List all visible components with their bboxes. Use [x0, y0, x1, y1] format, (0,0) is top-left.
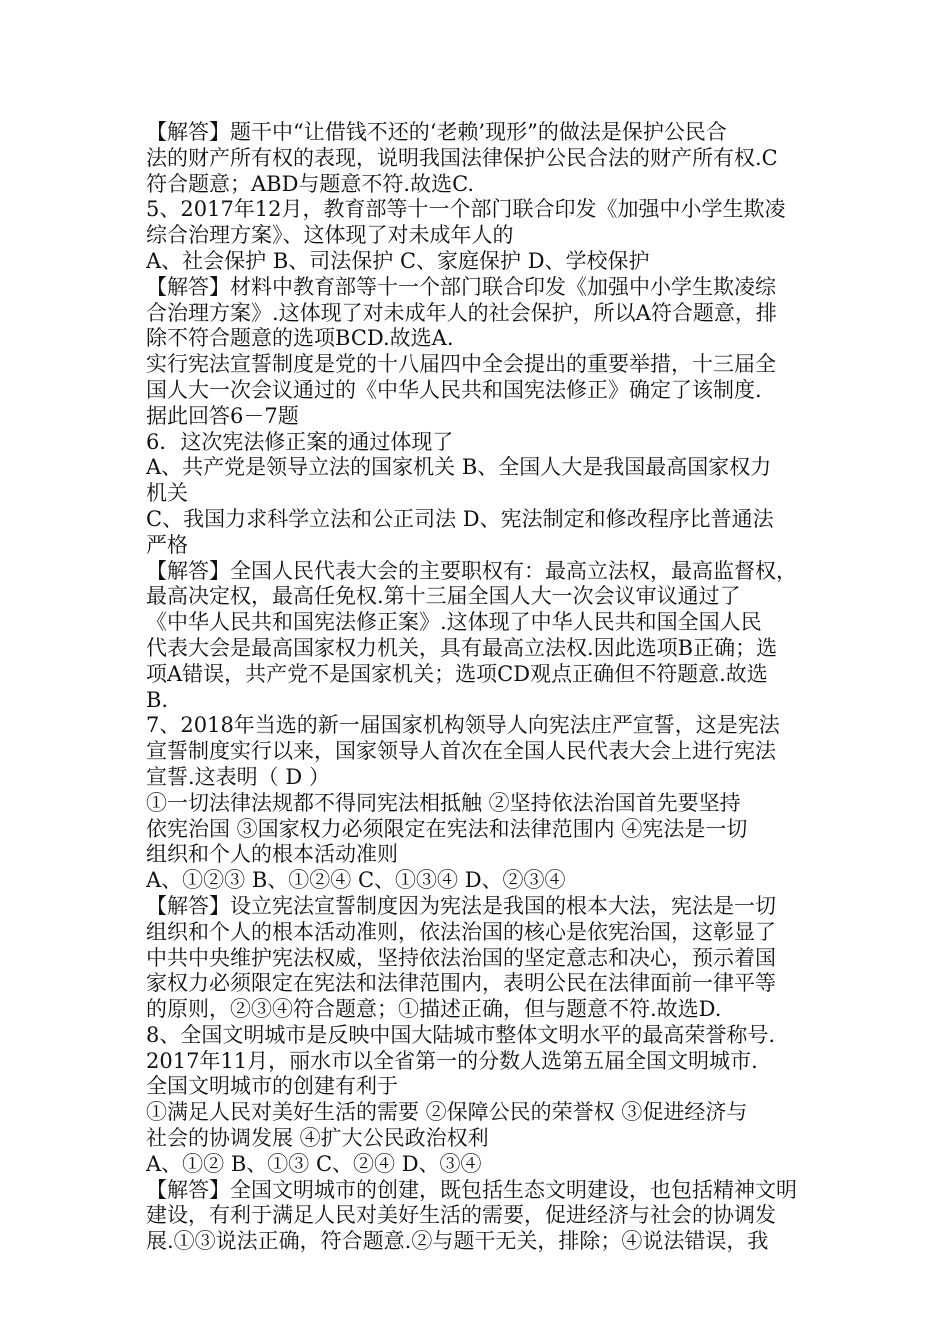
text-line: 符合题意；ABD与题意不符.故选C. — [146, 171, 475, 196]
text-line: A、①② B、①③ C、②④ D、③④ — [146, 1151, 482, 1176]
text-line: 组织和个人的根本活动准则 — [146, 842, 398, 867]
text-line: 合治理方案》.这体现了对未成年人的社会保护，所以A符合题意，排 — [146, 300, 777, 325]
text-line: 实行宪法宣誓制度是党的十八届四中全会提出的重要举措，十三届全 — [146, 352, 776, 377]
text-line: 2017年11月，丽水市以全省第一的分数人选第五届全国文明城市. — [146, 1048, 758, 1073]
text-line: 【解答】全国文明城市的创建，既包括生态文明建设，也包括精神文明 — [146, 1177, 797, 1202]
text-line: 依宪治国 ③国家权力必须限定在宪法和法律范围内 ④宪法是一切 — [146, 816, 748, 841]
text-line: 组织和个人的根本活动准则，依法治国的核心是依宪治国，这彰显了 — [146, 919, 776, 944]
text-line: 全国文明城市的创建有利于 — [146, 1074, 398, 1099]
text-line: 宣誓制度实行以来，国家领导人首次在全国人民代表大会上进行宪法 — [146, 739, 776, 764]
text-line: A、社会保护 B、司法保护 C、家庭保护 D、学校保护 — [146, 248, 650, 273]
text-line: 5、2017年12月，教育部等十一个部门联合印发《加强中小学生欺凌 — [146, 197, 786, 222]
text-line: 最高决定权，最高任免权.第十三届全国人大一次会议审议通过了 — [146, 584, 741, 609]
text-line: 的原则，②③④符合题意；①描述正确，但与题意不符.故选D. — [146, 997, 722, 1022]
text-line: 代表大会是最高国家权力机关，具有最高立法权.因此选项B正确；选 — [146, 635, 778, 660]
text-line: 【解答】设立宪法宣誓制度因为宪法是我国的根本大法，宪法是一切 — [146, 893, 776, 918]
text-line: 社会的协调发展 ④扩大公民政治权利 — [146, 1126, 489, 1151]
text-line: 据此回答6－7题 — [146, 403, 299, 428]
text-line: 展.①③说法正确，符合题意.②与题干无关，排除；④说法错误，我 — [146, 1229, 769, 1254]
text-line: 中共中央维护宪法权威，坚持依法治国的坚定意志和决心，预示着国 — [146, 945, 776, 970]
text-line: 【解答】题干中“让借钱不还的‘老赖’现形”的做法是保护公民合 — [146, 120, 727, 144]
text-line: 6．这次宪法修正案的通过体现了 — [146, 429, 454, 454]
text-line: 法的财产所有权的表现，说明我国法律保护公民合法的财产所有权.C — [146, 145, 778, 170]
text-line: 宣誓.这表明（ D ） — [146, 764, 330, 789]
document-body — [146, 120, 814, 1255]
text-line: 8、全国文明城市是反映中国大陆城市整体文明水平的最高荣誉称号. — [146, 1022, 776, 1047]
text-line: 【解答】材料中教育部等十一个部门联合印发《加强中小学生欺凌综 — [146, 274, 776, 299]
text-line: 建设，有利于满足人民对美好生活的需要，促进经济与社会的协调发 — [146, 1203, 776, 1228]
text-line: 除不符合题意的选项BCD.故选A. — [146, 326, 454, 351]
text-line: C、我国力求科学立法和公正司法 D、宪法制定和修改程序比普通法 — [146, 506, 774, 531]
text-line: 【解答】全国人民代表大会的主要职权有：最高立法权，最高监督权， — [146, 558, 797, 583]
text-line: 7、2018年当选的新一届国家机构领导人向宪法庄严宣誓，这是宪法 — [146, 713, 780, 738]
text-line: B. — [146, 687, 169, 712]
text-line: 机关 — [146, 481, 188, 506]
text-line: 项A错误，共产党不是国家机关；选项CD观点正确但不符题意.故选 — [146, 661, 768, 686]
text-line: A、共产党是领导立法的国家机关 B、全国人大是我国最高国家权力 — [146, 455, 772, 480]
text-line: 《中华人民共和国宪法修正案》.这体现了中华人民共和国全国人民 — [146, 610, 762, 635]
text-line: 国人大一次会议通过的《中华人民共和国宪法修正》确定了该制度. — [146, 377, 762, 402]
text-line: A、①②③ B、①②④ C、①③④ D、②③④ — [146, 868, 566, 893]
text-line: 综合治理方案》、这体现了对未成年人的 — [146, 223, 514, 248]
text-line: ①一切法律法规都不得同宪法相抵触 ②坚持依法治国首先要坚持 — [146, 790, 741, 815]
text-line: ①满足人民对美好生活的需要 ②保障公民的荣誉权 ③促进经济与 — [146, 1100, 748, 1125]
text-line: 家权力必须限定在宪法和法律范围内，表明公民在法律面前一律平等 — [146, 971, 776, 996]
text-line: 严格 — [146, 532, 188, 557]
